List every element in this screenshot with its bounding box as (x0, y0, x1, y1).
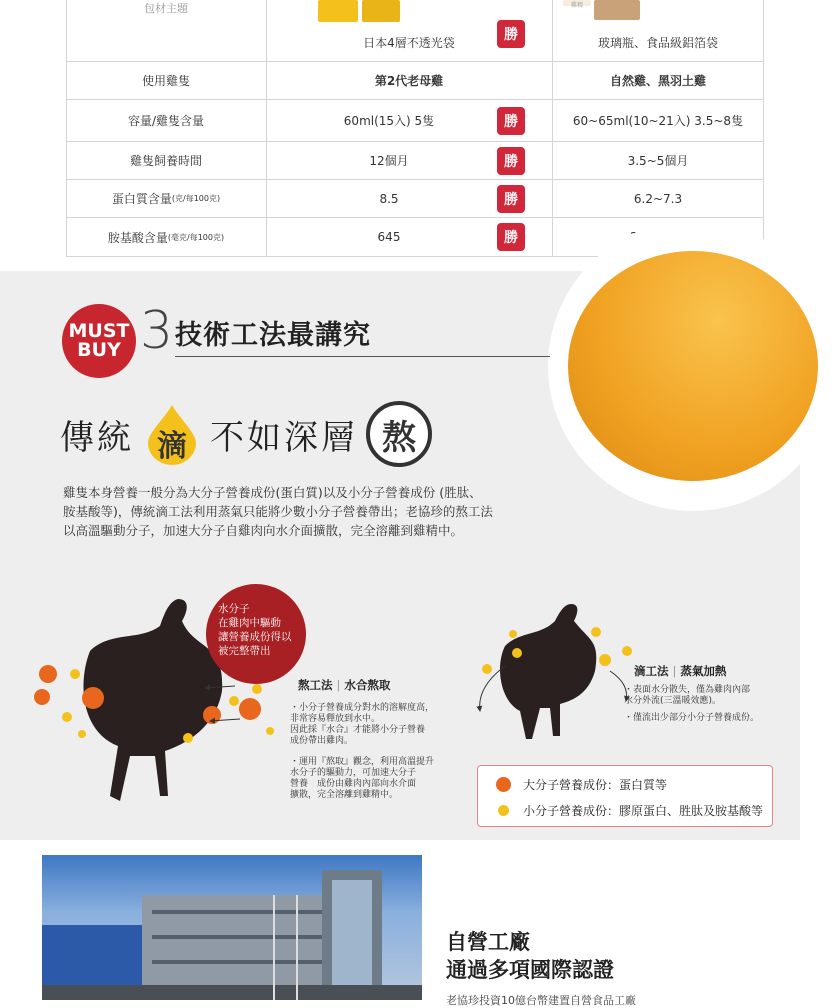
description (63, 483, 543, 540)
factory-title (446, 928, 614, 984)
row-other: 自然雞、黑羽土雞 (609, 74, 706, 88)
small-molecule-dot (252, 684, 262, 694)
row-other: 3.5~5個月 (627, 154, 689, 168)
method-subtitle: 蒸氣加熱 (680, 664, 727, 678)
chicken-silhouette-left (83, 599, 222, 801)
row-label-text: 雞隻飼養時間 (129, 154, 202, 168)
bullet-line: 非常容易釋放到水中。 (290, 714, 381, 724)
heading-left: 傳統 (60, 417, 134, 458)
drop-icon (144, 403, 200, 465)
drip-method-bullet (624, 713, 759, 724)
legend-item-small (496, 802, 763, 819)
method-name: 滴工法 (634, 664, 669, 678)
row-label (66, 100, 266, 141)
table-row (66, 100, 764, 142)
packaging-ours: 日本4層不透光袋 (363, 36, 455, 50)
table-row (66, 180, 764, 218)
packaging-other: 玻璃瓶、食品級鋁箔袋 (597, 36, 718, 50)
small-molecule-dot (62, 712, 72, 722)
small-molecule-dot (622, 646, 632, 656)
row-label-text: 胺基酸含量 (107, 230, 168, 245)
row-ours: 8.5 (379, 191, 399, 206)
factory-description: 老協珍投資10億台幣建置自營食品工廠 (446, 994, 636, 1007)
drip-method-title: 滴工法 | 蒸氣加熱 (634, 664, 727, 678)
win-badge: 勝 (497, 107, 525, 135)
row-label (66, 62, 266, 99)
boil-method-title: 熬工法 | 水合熬取 (298, 678, 391, 692)
comparison-table (66, 0, 764, 257)
badge-line: BUY (77, 339, 121, 361)
row-label-text: 容量/雞隻含量 (127, 114, 205, 128)
drop-char: 滴 (157, 429, 187, 464)
large-molecule-dot (239, 698, 261, 720)
stamp-icon (366, 401, 432, 467)
note-line: 在雞肉中驅動 (218, 617, 281, 629)
bullet-line: ・小分子營養成分對水的溶解度高， (290, 703, 435, 713)
small-molecule-icon (498, 805, 509, 816)
row-other: 60~65ml(10~21入) 3.5~8隻 (572, 114, 744, 128)
row-other: 6.2~7.3 (633, 191, 683, 206)
small-molecule-dot (512, 648, 522, 658)
note-line: 水分子 (218, 603, 250, 615)
factory-photo (42, 855, 422, 1000)
note-line: 被完整帶出 (218, 645, 271, 657)
bullet-line: 成份帶出雞肉。 (290, 736, 354, 746)
note-line: 讓營養成份得以 (218, 631, 292, 643)
bullet-line: 水分子的驅動力，可加速大分子 (290, 768, 417, 778)
chicken-silhouette-right (500, 604, 596, 739)
small-molecule-dot (70, 669, 80, 679)
heading-row (60, 403, 432, 465)
row-label-sub: (克/每100克) (171, 194, 221, 203)
section-number: 3 (140, 301, 174, 361)
win-badge: 勝 (497, 20, 525, 48)
row-label-sub: (毫克/每100克) (167, 232, 225, 242)
bullet-line: 因此採『水合』才能將小分子營養 (290, 725, 426, 735)
large-molecule-dot (82, 687, 104, 709)
section-title: 技術工法最講究 (175, 320, 371, 351)
table-row (66, 62, 764, 100)
title-divider (175, 356, 550, 357)
large-molecule-dot (39, 665, 57, 683)
must-buy-badge (62, 304, 136, 378)
small-molecule-dot (229, 696, 239, 706)
small-molecule-dot (266, 727, 274, 735)
large-molecule-icon (496, 777, 511, 792)
win-badge: 勝 (497, 223, 525, 251)
badge-line: MUST (68, 320, 130, 342)
table-row-packaging (66, 0, 764, 62)
bullet-line: 擴散，完全溶離到雞精中。 (290, 790, 399, 800)
factory-title-line: 通過多項國際認證 (446, 958, 614, 982)
row-ours: 645 (377, 230, 401, 244)
bullet-line: ・運用『熬取』觀念，利用高溫提升 (290, 757, 435, 767)
drip-method-bullet (624, 685, 750, 707)
win-badge: 勝 (497, 185, 525, 213)
bullet-line: ・表面水分散失，僅為雞肉內部 (624, 685, 751, 695)
row-ours: 60ml(15入) 5隻 (343, 114, 435, 128)
description-line: 以高溫驅動分子，加速大分子自雞肉向水介面擴散，完全溶離到雞精中。 (63, 523, 464, 538)
method-name: 熬工法 (298, 678, 333, 692)
factory-building-image (42, 855, 422, 1000)
legend-label: 大分子營養成份：蛋白質等 (523, 778, 668, 792)
table-row (66, 142, 764, 180)
bottle-label: 雞精 (570, 2, 583, 9)
factory-title-line: 自營工廠 (446, 930, 530, 954)
row-ours: 第2代老母雞 (374, 74, 444, 88)
small-molecule-dot (183, 733, 193, 743)
heading-middle: 不如深層 (210, 417, 358, 458)
small-molecule-dot (509, 630, 517, 638)
row-ours: 12個月 (369, 154, 409, 168)
description-line: 雞隻本身營養一般分為大分子營養成份(蛋白質)以及小分子營養成份 (胜肽、 (63, 485, 482, 500)
bullet-line: 水分外流(三溫暖效應)。 (624, 696, 722, 706)
win-badge: 勝 (497, 147, 525, 175)
row-label (66, 180, 266, 217)
row-label-text: 蛋白質含量 (111, 192, 172, 206)
technique-section (0, 271, 800, 840)
small-molecule-dot (591, 627, 601, 637)
boil-method-bullet (290, 703, 434, 747)
legend-label: 小分子營養成份：膠原蛋白、胜肽及胺基酸等 (523, 804, 764, 818)
legend-item-large (496, 776, 667, 793)
row-label (66, 218, 266, 256)
bullet-line: ・僅流出少部分小分子營養成份。 (624, 713, 760, 723)
stamp-char: 熬 (382, 417, 416, 458)
small-molecule-dot (482, 664, 492, 674)
row-label-text: 使用雞隻 (141, 74, 190, 88)
small-molecule-dot (78, 730, 86, 738)
method-subtitle: 水合熬取 (344, 678, 391, 692)
chicken-essence-image (568, 251, 818, 481)
legend-box (477, 765, 773, 827)
boil-method-bullet (290, 757, 434, 801)
small-molecule-dot (599, 654, 611, 666)
description-line: 胺基酸等)，傳統滴工法利用蒸氣只能將少數小分子營養帶出；老協珍的熬工法 (63, 504, 493, 519)
bullet-line: 營養 成份由雞肉內部向水介面 (290, 779, 417, 789)
water-molecule-note (206, 584, 306, 684)
row-label-top: 包材主題 (144, 2, 188, 15)
large-molecule-dot (34, 689, 50, 705)
row-label (66, 142, 266, 179)
